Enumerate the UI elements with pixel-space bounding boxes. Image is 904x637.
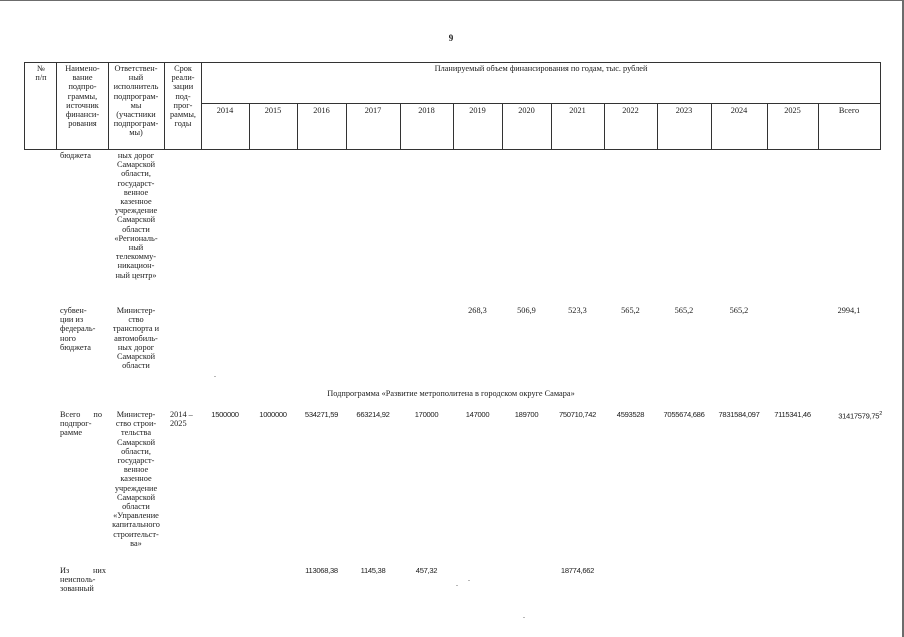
row2-name: субвен- ции из федераль- ного бюджета [60, 306, 96, 352]
row3-value-2021: 750710,742 [558, 410, 597, 419]
row2-value-2022: 565,2 [621, 306, 640, 315]
header-year-2019: 2019 [469, 106, 486, 115]
header-year-2020: 2020 [518, 106, 535, 115]
row3-value-2017: 663214,92 [356, 410, 390, 419]
row2-value-2021: 523,3 [568, 306, 587, 315]
row3-value-2023: 7055674,686 [663, 410, 705, 419]
row3-value-2015: 1000000 [259, 410, 287, 419]
row3-value-2014: 1500000 [211, 410, 239, 419]
row3-total-amount: 31417579,75 [838, 411, 880, 421]
row2-value-total: 2994,1 [837, 306, 861, 315]
row4-value-2021: 18774,662 [560, 566, 595, 575]
header-funding-title: Планируемый объем финансирования по годам, тыс. рублей [434, 64, 648, 73]
row2-executor: Министер- ство транспорта и автомобиль- ных дорог Самарской области [112, 306, 160, 371]
scan-speck [468, 580, 470, 581]
row4-name-word: Из [60, 566, 70, 575]
scan-speck [523, 617, 525, 618]
subprogram-title: Подпрограмма «Развитие метрополитена в городском округе Самара» [327, 389, 575, 398]
row2-value-2020: 506,9 [517, 306, 536, 315]
row3-name: подпрог- рамме [60, 419, 92, 438]
page-border-top [0, 0, 904, 1]
row3-name-word: по [93, 410, 102, 419]
header-year-2018: 2018 [418, 106, 435, 115]
row3-terms: 2014 – 2025 [170, 410, 193, 429]
header-year-2021: 2021 [569, 106, 586, 115]
header-year-2022: 2022 [622, 106, 639, 115]
row3-executor: Министер- ство строи- тельства Самарской области, государст- венное казенное учреждение Самарской области «Управление капитального строительст- ва» [112, 410, 160, 548]
header-col-executor: Ответствен- ный исполнитель подпрограм- мы (участники подпрограм- мы) [113, 64, 159, 138]
header-col-number: № п/п [35, 64, 47, 83]
header-year-2023: 2023 [675, 106, 693, 115]
scan-speck [456, 585, 458, 586]
row3-value-total [818, 410, 882, 421]
table-border-right [880, 62, 881, 150]
row4-name: неисполь- зованный [60, 575, 96, 594]
header-year-2014: 2014 [216, 106, 234, 115]
header-col-terms: Срок реали- зации под- прог- раммы, годы [170, 64, 196, 129]
row3-value-2018: 170000 [414, 410, 439, 419]
row2-value-2019: 268,3 [468, 306, 487, 315]
row2-value-2024: 565,2 [729, 306, 749, 315]
row4-value-2016: 113068,38 [305, 566, 338, 575]
row3-value-2019: 147000 [465, 410, 490, 419]
row1-executor: ных дорог Самарской области, государст- венное казенное учреждение Самарской области «Региональ- ный телекомму- никацион- ный центр» [114, 151, 158, 280]
header-total: Всего [838, 106, 860, 115]
row3-value-2024: 7831584,097 [718, 410, 760, 419]
row4-value-2017: 1145,38 [360, 566, 386, 575]
row4-value-2018: 457,32 [415, 566, 438, 575]
row3-value-2022: 4593528 [616, 410, 645, 419]
header-col-name: Наимено- вание подпро- граммы, источник финанси- рования [65, 64, 100, 129]
row4-name-line1 [60, 566, 106, 575]
row3-value-2020: 189700 [514, 410, 539, 419]
header-year-2024: 2024 [730, 106, 748, 115]
row3-value-2025: 7115341,46 [774, 410, 811, 419]
header-year-2016: 2016 [313, 106, 330, 115]
header-year-2025: 2025 [784, 106, 801, 115]
table-header-years-rule [201, 103, 881, 104]
header-year-2017: 2017 [364, 106, 382, 115]
row3-name-word: Всего [60, 410, 81, 419]
row3-name-line1 [60, 410, 102, 419]
row3-total-footnote-mark: 2 [879, 411, 882, 417]
table-header-top-rule [24, 62, 881, 63]
page-number: 9 [448, 33, 454, 43]
row4-name-word: них [92, 566, 106, 575]
header-year-2015: 2015 [264, 106, 282, 115]
row2-value-2023: 565,2 [674, 306, 694, 315]
table-border-left [24, 62, 25, 150]
scan-speck [214, 376, 216, 377]
row1-name: бюджета [60, 151, 91, 160]
row3-value-2016: 534271,59 [304, 410, 339, 419]
